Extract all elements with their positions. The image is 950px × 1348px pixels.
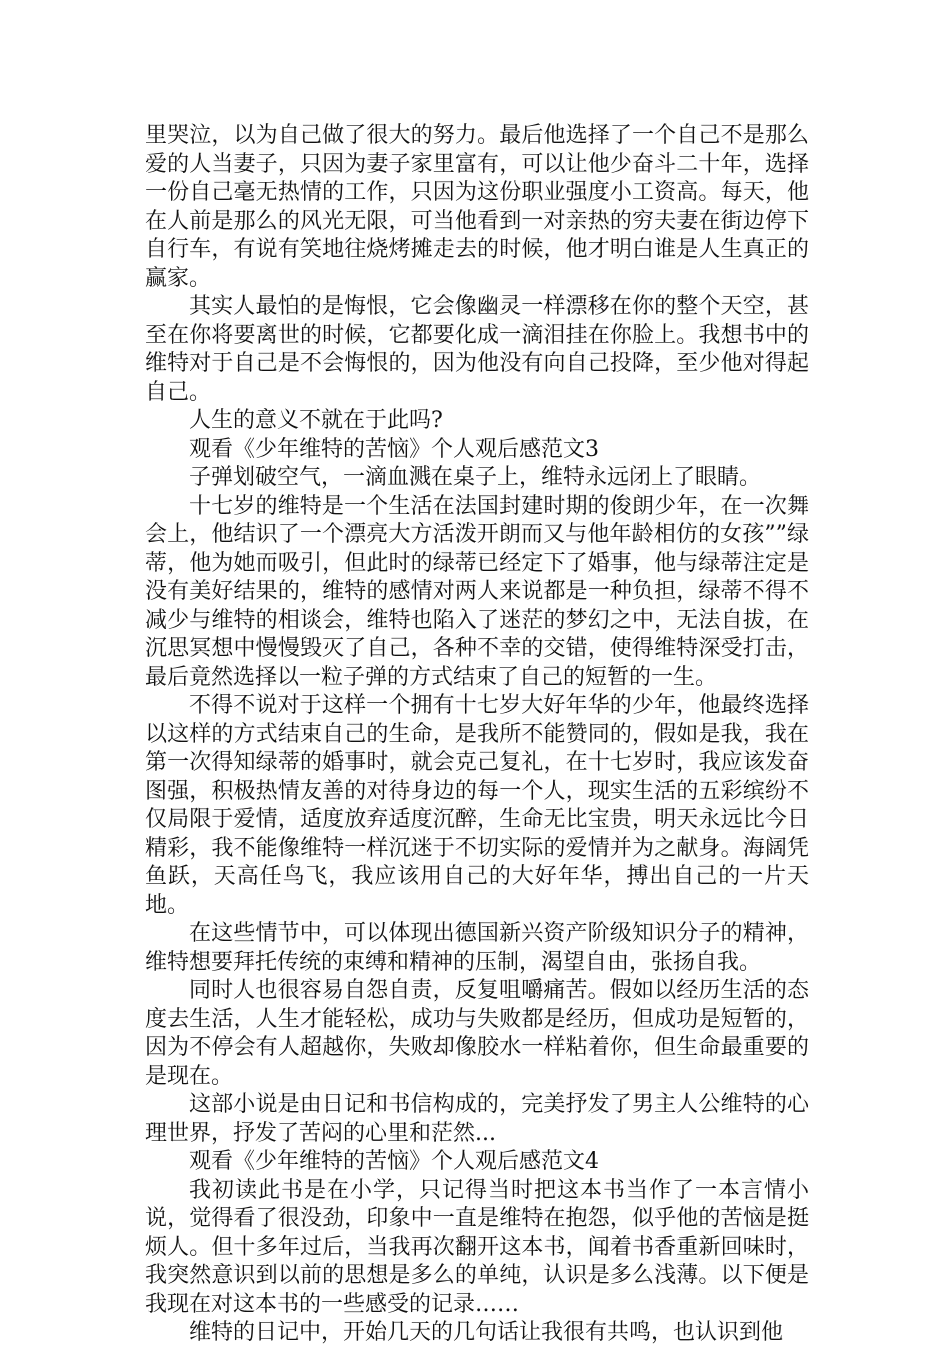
section-heading-3: 观看《少年维特的苦恼》个人观后感范文3 [189,436,599,462]
paragraph-11: 维特的日记中，开始几天的几句话让我很有共鸣，也认识到他 [189,1320,784,1345]
paragraph-8: 同时人也很容易自怨自责，反复咀嚼痛苦。假如以经历生活的态度去生活，人生才能轻松，成功与失败都是经历，但成功是短暂的，因为不停会有人超越你，失败却像胶水一样粘着你，但生命最重要的是现在。 [145,978,809,1089]
paragraph-7: 在这些情节中，可以体现出德国新兴资产阶级知识分子的精神，维特想要拜托传统的束缚和精神的压制，渴望自由，张扬自我。 [145,921,809,975]
document-body [145,122,809,1348]
paragraph-3: 人生的意义不就在于此吗? [189,408,443,433]
paragraph-9: 这部小说是由日记和书信构成的，完美抒发了男主人公维特的心理世界，抒发了苦闷的心里和茫然... [145,1092,809,1146]
paragraph-5: 十七岁的维特是一个生活在法国封建时期的俊朗少年，在一次舞会上，他结识了一个漂亮大方活泼开朗而又与他年龄相仿的女孩””绿蒂，他为她而吸引，但此时的绿蒂已经定下了婚事，他与绿蒂注定是没有美好结果的，维特的感情对两人来说都是一种负担，绿蒂不得不减少与维特的相谈会，维特也陷入了迷茫的梦幻之中，无法自拔，在沉思冥想中慢慢毁灭了自己，各种不幸的交错，使得维特深受打击，最后竟然选择以一粒子弹的方式结束了自己的短暂的一生。 [145,493,809,690]
paragraph-10: 我初读此书是在小学，只记得当时把这本书当作了一本言情小说，觉得看了很没劲，印象中一直是维特在抱怨，似乎他的苦恼是挺烦人。但十多年过后，当我再次翻开这本书，闻着书香重新回味时，我突然意识到以前的思想是多么的单纯，认识是多么浅薄。以下便是我现在对这本书的一些感受的记录…… [145,1177,809,1317]
paragraph-1: 里哭泣，以为自己做了很大的努力。最后他选择了一个自己不是那么爱的人当妻子，只因为妻子家里富有，可以让他少奋斗二十年，选择一份自己毫无热情的工作，只因为这份职业强度小工资高。每天，他在人前是那么的风光无限，可当他看到一对亲热的穷夫妻在街边停下自行车，有说有笑地往烧烤摊走去的时候，他才明白谁是人生真正的赢家。 [145,123,809,291]
paragraph-2: 其实人最怕的是悔恨，它会像幽灵一样漂移在你的整个天空，甚至在你将要离世的时候，它都要化成一滴泪挂在你脸上。我想书中的维特对于自己是不会悔恨的，因为他没有向自己投降，至少他对得起自己。 [145,294,809,405]
paragraph-4: 子弹划破空气，一滴血溅在桌子上，维特永远闭上了眼睛。 [189,465,762,490]
section-heading-4: 观看《少年维特的苦恼》个人观后感范文4 [189,1149,599,1174]
paragraph-6: 不得不说对于这样一个拥有十七岁大好年华的少年，他最终选择以这样的方式结束自己的生命，是我所不能赞同的，假如是我，我在第一次得知绿蒂的婚事时，就会克己复礼，在十七岁时，我应该发奋图强，积极热情友善的对待身边的每一个人，现实生活的五彩缤纷不仅局限于爱情，适度放弃适度沉醉，生命无比宝贵，明天永远比今日精彩，我不能像维特一样沉迷于不切实际的爱情并为之献身。海阔凭鱼跃，天高任鸟飞，我应该用自己的大好年华，搏出自己的一片天地。 [145,693,809,918]
